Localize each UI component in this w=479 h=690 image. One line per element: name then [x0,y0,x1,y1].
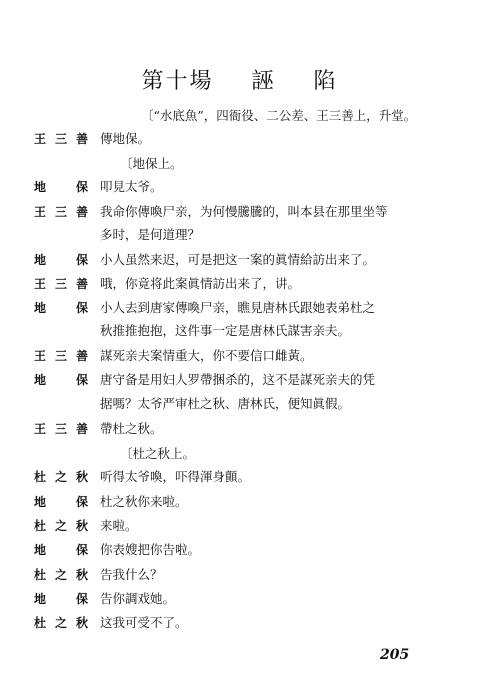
speech-text: 你表嫂把你告啦。 [100,542,201,557]
scene-title-char-1: 誣 [251,69,276,94]
speaker-name: 杜之秋 [34,519,88,533]
stage-direction-opening: 〔“水底魚”，四衙役、二公差、王三善上，升堂。 [141,108,417,123]
speaker-name: 杜之秋 [34,568,88,582]
speech-text: 杜之秋你来啦。 [100,494,188,509]
speech-text: 唐守备是用妇人罗帶捆杀的，这不是謀死亲夫的凭 [100,372,376,387]
speech-text: 帶杜之秋。 [100,421,163,436]
speaker-name: 杜之秋 [34,470,88,484]
speaker-name: 王三善 [34,277,88,291]
speaker-name: 地 保 [34,373,88,387]
speaker-name: 地 保 [34,592,88,606]
scene-number: 第十場 [141,69,214,94]
speaker-name: 王三善 [34,205,88,219]
scene-title [0,64,479,95]
speaker-name: 杜之秋 [34,616,88,630]
stage-direction-duzhiqiu-enters: 〔杜之秋上。 [120,446,196,461]
speech-text: 听得太爷喚，吓得渾身顫。 [100,469,251,484]
speech-text-continued: 多时，是何道理？ [100,227,201,242]
speech-text: 叩見太爷。 [100,179,163,194]
speech-text: 哦，你竟将此案眞情訪出来了，讲。 [100,276,301,291]
speaker-name: 王三善 [34,132,88,146]
speaker-name: 王三善 [34,422,88,436]
speech-text: 我命你傳喚尸亲，为何慢騰騰的，叫本县在那里坐等 [100,204,388,219]
speaker-name: 王三善 [34,349,88,363]
speaker-name: 地 保 [34,180,88,194]
page-number: 205 [380,647,410,663]
speaker-name: 地 保 [34,495,88,509]
speech-text: 謀死亲夫案情重大，你不要信口雌黃。 [100,348,313,363]
speech-text: 来啦。 [100,518,138,533]
speech-text: 告你調戏她。 [100,591,176,606]
speaker-name: 地 保 [34,543,88,557]
scene-title-char-2: 陷 [313,69,338,94]
speech-text-continued: 秋推推抱抱，这件事一定是唐林氏謀害亲夫。 [100,323,351,338]
stage-direction-dibao-enters: 〔地保上。 [120,156,183,171]
speaker-name: 地 保 [34,253,88,267]
speech-text-continued: 据嗎？太爷严审杜之秋、唐林氏，便知眞假。 [100,396,351,411]
speech-text: 告我什么？ [100,567,163,582]
speech-text: 傳地保。 [100,131,151,146]
speech-text: 这我可受不了。 [100,615,188,630]
speech-text: 小人虽然来迟，可是把这一案的眞情給訪出来了。 [100,252,376,267]
speech-text: 小人去到唐家傳喚尸亲，瞧見唐林氏跟她表弟杜之 [100,300,376,315]
speaker-name: 地 保 [34,301,88,315]
